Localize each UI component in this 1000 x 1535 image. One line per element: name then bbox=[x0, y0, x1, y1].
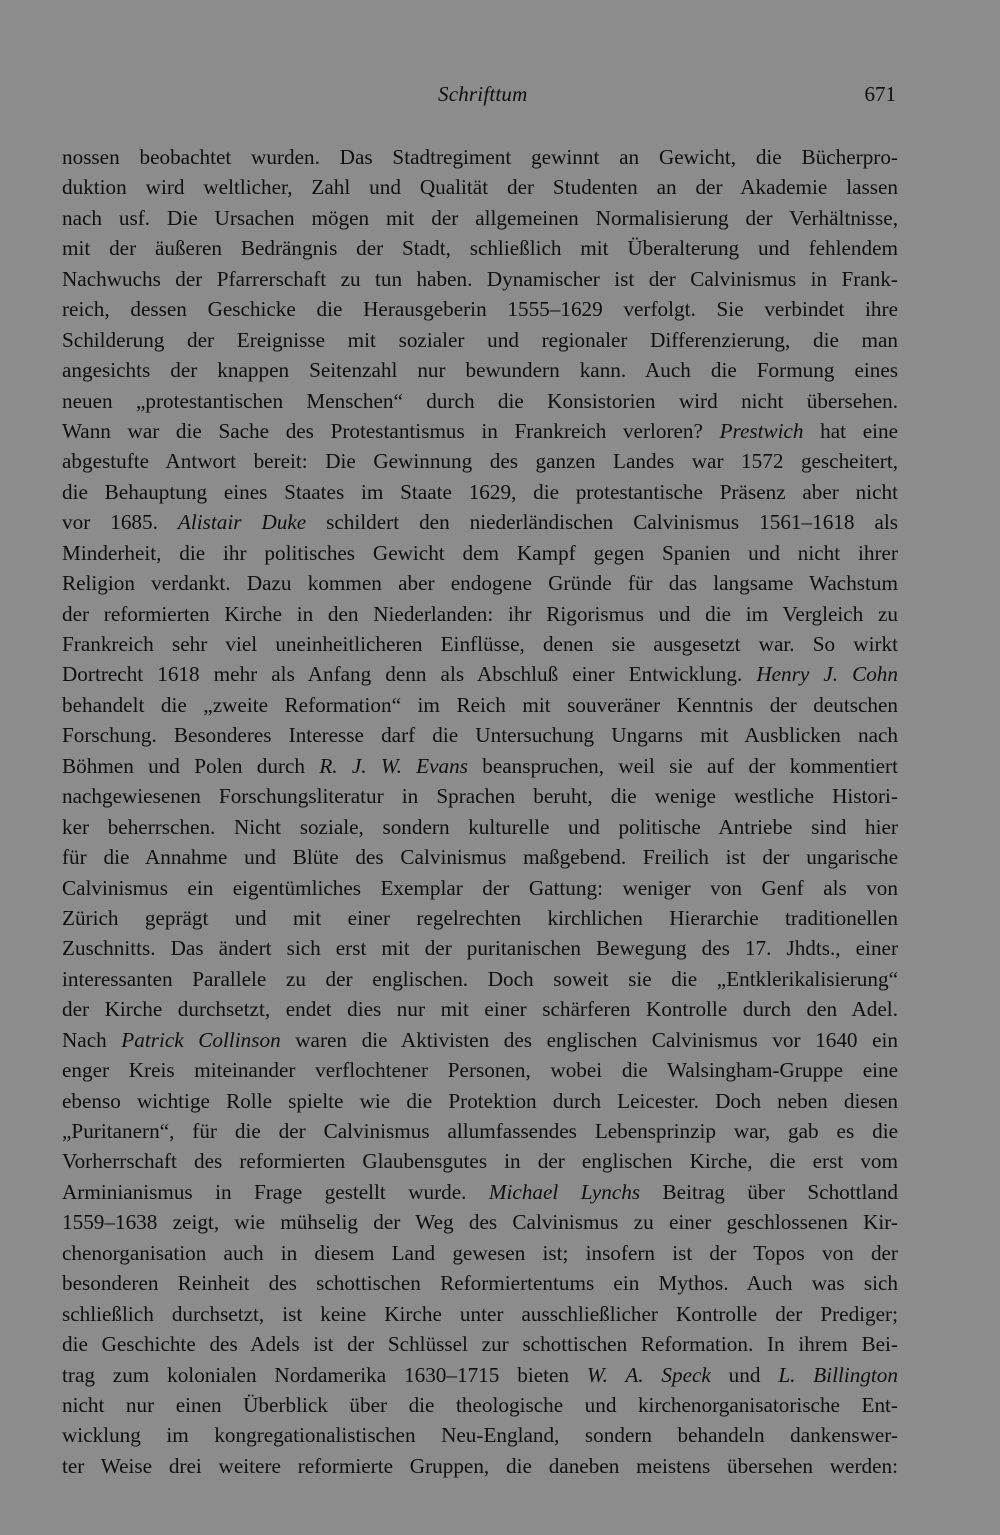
author-name: R. J. W. Evans bbox=[319, 753, 468, 778]
text-line: nach usf. Die Ursachen mögen mit der allgemeinen Normalisierung der Verhältnisse, bbox=[62, 205, 898, 230]
text-line: Zuschnitts. Das ändert sich erst mit der puritanischen Bewegung des 17. Jhdts., einer bbox=[62, 936, 898, 961]
text-line: 1559–1638 zeigt, wie mühselig der Weg des Calvinismus zu einer geschlossenen Kir- bbox=[62, 1210, 898, 1235]
text-line: Calvinismus ein eigentümliches Exemplar der Gattung: weniger von Genf als von bbox=[62, 875, 898, 900]
text-line: neuen „protestantischen Menschen“ durch die Konsistorien wird nicht übersehen. bbox=[62, 388, 898, 413]
text-line: für die Annahme und Blüte des Calvinismus maßgebend. Freilich ist der ungarische bbox=[62, 845, 898, 870]
body-text bbox=[62, 142, 898, 1481]
text-line: Frankreich sehr viel uneinheitlicheren Einflüsse, denen sie ausgesetzt war. So wirkt bbox=[62, 632, 898, 656]
text-line: ter Weise drei weitere reformierte Gruppen, die daneben meistens übersehen werden: bbox=[62, 1453, 898, 1478]
text-line: Schilderung der Ereignisse mit sozialer und regionaler Differenzierung, die man bbox=[62, 327, 898, 352]
text-line: Arminianismus in Frage gestellt wurde. Michael Lynchs Beitrag über Schottland bbox=[62, 1179, 898, 1204]
running-title: Schrifttum bbox=[438, 82, 528, 106]
text-line: Vorherrschaft des reformierten Glaubensgutes in der englischen Kirche, die erst vom bbox=[62, 1149, 898, 1174]
text-line: Böhmen und Polen durch R. J. W. Evans beanspruchen, weil sie auf der kommentiert bbox=[62, 753, 898, 778]
text-line: nossen beobachtet wurden. Das Stadtregiment gewinnt an Gewicht, die Bücherpro- bbox=[62, 145, 898, 169]
text-line: nicht nur einen Überblick über die theologische und kirchenorganisatorische Ent- bbox=[62, 1392, 898, 1417]
text-line: angesichts der knappen Seitenzahl nur bewundern kann. Auch die Formung eines bbox=[62, 358, 898, 383]
text-line: besonderen Reinheit des schottischen Reformiertentums ein Mythos. Auch was sich bbox=[62, 1271, 898, 1296]
text-line: Wann war die Sache des Protestantismus in Frankreich verloren? Prestwich hat eine bbox=[62, 418, 898, 443]
text-line: Dortrecht 1618 mehr als Anfang denn als Abschluß einer Entwicklung. Henry J. Cohn bbox=[62, 662, 898, 687]
text-line: vor 1685. Alistair Duke schildert den niederländischen Calvinismus 1561–1618 als bbox=[62, 510, 898, 535]
text-line: Minderheit, die ihr politisches Gewicht dem Kampf gegen Spanien und nicht ihrer bbox=[62, 540, 898, 565]
text-line: wicklung im kongregationalistischen Neu-England, sondern behandeln dankenswer- bbox=[62, 1423, 898, 1448]
text-line: reich, dessen Geschicke die Herausgeberin 1555–1629 verfolgt. Sie verbindet ihre bbox=[62, 297, 898, 322]
text-line: Nach Patrick Collinson waren die Aktivisten des englischen Calvinismus vor 1640 ein bbox=[62, 1027, 898, 1052]
text-line: behandelt die „zweite Reformation“ im Reich mit souveräner Kenntnis der deutschen bbox=[62, 692, 898, 717]
author-name: Patrick Collinson bbox=[121, 1027, 281, 1052]
text-line: Forschung. Besonderes Interesse darf die Untersuchung Ungarns mit Ausblicken nach bbox=[62, 723, 898, 748]
text-line: mit der äußeren Bedrängnis der Stadt, schließlich mit Überalterung und fehlendem bbox=[62, 236, 898, 261]
text-line: der Kirche durchsetzt, endet dies nur mit einer schärferen Kontrolle durch den Adel. bbox=[62, 997, 898, 1022]
author-name: L. Billington bbox=[778, 1362, 898, 1387]
page-number: 671 bbox=[864, 82, 896, 106]
text-line: nachgewiesenen Forschungsliteratur in Sprachen beruht, die wenige westliche Histori- bbox=[62, 784, 898, 809]
text-line: „Puritanern“, für die der Calvinismus allumfassendes Lebensprinzip war, gab es die bbox=[62, 1119, 898, 1143]
text-line: interessanten Parallele zu der englischen. Doch soweit sie die „Entklerikalisierung“ bbox=[62, 966, 898, 991]
text-line: ker beherrschen. Nicht soziale, sondern kulturelle und politische Antriebe sind hier bbox=[62, 814, 898, 839]
author-name: W. A. Speck bbox=[586, 1362, 711, 1387]
text-line: duktion wird weltlicher, Zahl und Qualität der Studenten an der Akademie lassen bbox=[62, 175, 898, 200]
text-line: trag zum kolonialen Nordamerika 1630–1715 bieten W. A. Speck und L. Billington bbox=[62, 1362, 898, 1387]
text-line: Religion verdankt. Dazu kommen aber endogene Gründe für das langsame Wachstum bbox=[62, 571, 898, 596]
text-line: die Geschichte des Adels ist der Schlüssel zur schottischen Reformation. In ihrem Bei- bbox=[62, 1332, 898, 1357]
author-name: Alistair Duke bbox=[177, 510, 307, 535]
author-name: Prestwich bbox=[719, 418, 804, 443]
text-line: chenorganisation auch in diesem Land gewesen ist; insofern ist der Topos von der bbox=[62, 1240, 898, 1265]
author-name: Michael Lynchs bbox=[488, 1179, 641, 1204]
text-line: schließlich durchsetzt, ist keine Kirche unter ausschließlicher Kontrolle der Prediger; bbox=[62, 1301, 898, 1326]
text-line: enger Kreis miteinander verflochtener Personen, wobei die Walsingham-Gruppe eine bbox=[62, 1058, 898, 1083]
text-line: Zürich geprägt und mit einer regelrechten kirchlichen Hierarchie traditionellen bbox=[62, 905, 898, 930]
text-line: abgestufte Antwort bereit: Die Gewinnung des ganzen Landes war 1572 gescheitert, bbox=[62, 449, 898, 474]
text-line: der reformierten Kirche in den Niederlanden: ihr Rigorismus und die im Vergleich zu bbox=[62, 601, 898, 626]
text-line: Nachwuchs der Pfarrerschaft zu tun haben. Dynamischer ist der Calvinismus in Frank- bbox=[62, 266, 898, 291]
text-line: ebenso wichtige Rolle spielte wie die Protektion durch Leicester. Doch neben diesen bbox=[62, 1088, 898, 1113]
running-head bbox=[0, 82, 1000, 112]
text-line: die Behauptung eines Staates im Staate 1629, die protestantische Präsenz aber nicht bbox=[62, 479, 898, 504]
author-name: Henry J. Cohn bbox=[756, 662, 898, 687]
